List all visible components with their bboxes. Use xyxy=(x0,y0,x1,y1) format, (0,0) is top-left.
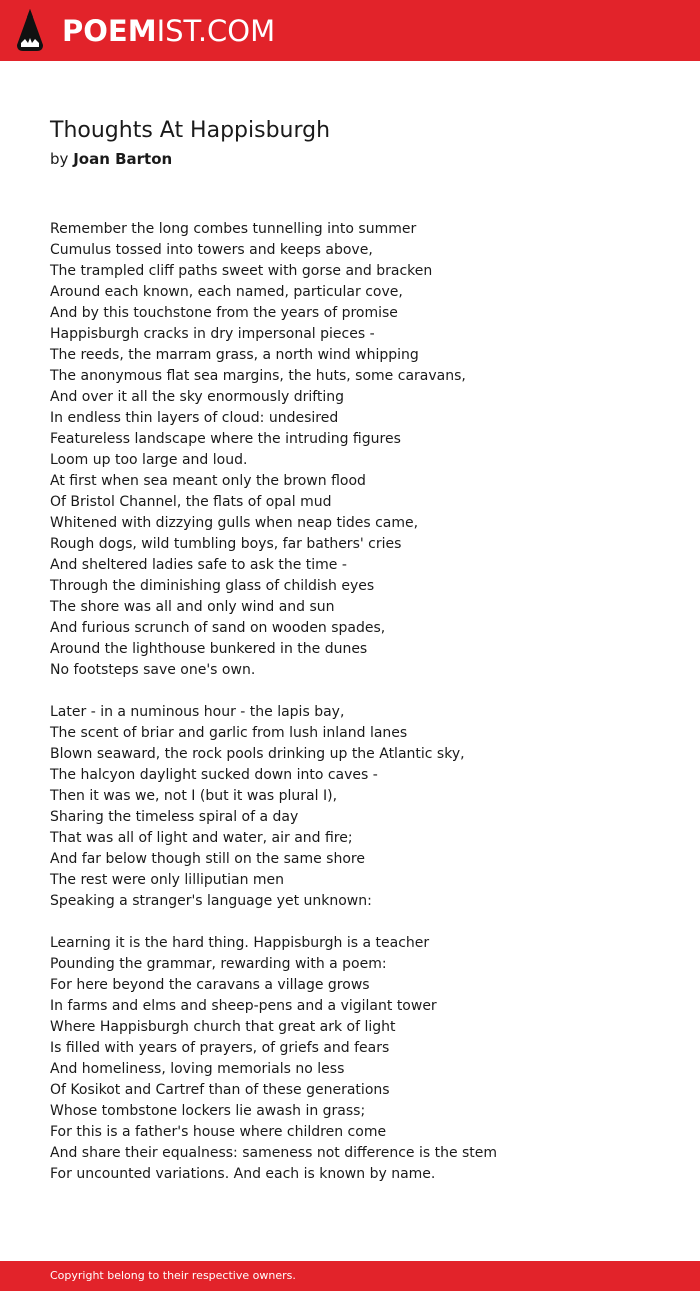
poem-line: And over it all the sky enormously drifting xyxy=(50,389,345,405)
poem-line: Blown seaward, the rock pools drinking up the Atlantic sky, xyxy=(50,746,465,762)
poem-line: For this is a father's house where children come xyxy=(50,1124,387,1140)
poem-line: For uncounted variations. And each is known by name. xyxy=(50,1166,436,1182)
poem-line: In endless thin layers of cloud: undesired xyxy=(50,410,339,426)
poem-line: And share their equalness: sameness not difference is the stem xyxy=(50,1145,498,1161)
poem-line: The reeds, the marram grass, a north wind whipping xyxy=(50,347,419,363)
poem-stanza xyxy=(50,702,670,912)
poem-line: The rest were only lilliputian men xyxy=(50,872,285,888)
poem-line: And sheltered ladies safe to ask the time - xyxy=(50,557,347,573)
poem-line: Sharing the timeless spiral of a day xyxy=(50,809,299,825)
poem-line: Rough dogs, wild tumbling boys, far bathers' cries xyxy=(50,536,402,552)
poem-line: That was all of light and water, air and fire; xyxy=(50,830,353,846)
poem-stanza xyxy=(50,219,670,681)
poem-byline xyxy=(50,148,172,170)
poem-line: Is filled with years of prayers, of griefs and fears xyxy=(50,1040,390,1056)
poem-line: Whose tombstone lockers lie awash in grass; xyxy=(50,1103,366,1119)
poem-line: No footsteps save one's own. xyxy=(50,662,256,678)
poem-stanza xyxy=(50,933,670,1185)
poem-line: Loom up too large and loud. xyxy=(50,452,248,468)
site-logo[interactable] xyxy=(62,11,275,51)
poem-line: At first when sea meant only the brown flood xyxy=(50,473,366,489)
poem-line: Learning it is the hard thing. Happisburgh is a teacher xyxy=(50,935,430,951)
poem-line: And homeliness, loving memorials no less xyxy=(50,1061,345,1077)
site-footer xyxy=(0,1261,700,1291)
poem-line: Around each known, each named, particular cove, xyxy=(50,284,403,300)
poem-author[interactable]: Joan Barton xyxy=(73,150,173,168)
poem-line: In farms and elms and sheep-pens and a vigilant tower xyxy=(50,998,437,1014)
poem-line: Speaking a stranger's language yet unknown: xyxy=(50,893,372,909)
poem-line: The scent of briar and garlic from lush inland lanes xyxy=(50,725,408,741)
poem-line: And furious scrunch of sand on wooden spades, xyxy=(50,620,386,636)
pencil-tip-icon[interactable] xyxy=(17,9,43,51)
logo-light-text: IST.COM xyxy=(156,14,276,48)
poem-line: Pounding the grammar, rewarding with a poem: xyxy=(50,956,387,972)
poem-line: Remember the long combes tunnelling into summer xyxy=(50,221,417,237)
poem-title: Thoughts At Happisburgh xyxy=(50,118,331,143)
poem-line: The anonymous flat sea margins, the huts, some caravans, xyxy=(50,368,466,384)
poem-line: The shore was all and only wind and sun xyxy=(50,599,335,615)
poem-line: Then it was we, not I (but it was plural I), xyxy=(50,788,338,804)
poem-line: The halcyon daylight sucked down into caves - xyxy=(50,767,378,783)
poem-line: Around the lighthouse bunkered in the dunes xyxy=(50,641,368,657)
logo-bold-text: POEM xyxy=(62,14,157,48)
poem-line: Of Kosikot and Cartref than of these generations xyxy=(50,1082,390,1098)
poem-line: Whitened with dizzying gulls when neap tides came, xyxy=(50,515,419,531)
poem-line: Later - in a numinous hour - the lapis bay, xyxy=(50,704,345,720)
poem-line: Of Bristol Channel, the flats of opal mud xyxy=(50,494,332,510)
poem-body xyxy=(50,219,670,1206)
poem-line: Where Happisburgh church that great ark of light xyxy=(50,1019,396,1035)
poem-line: Through the diminishing glass of childish eyes xyxy=(50,578,375,594)
poem-line: Featureless landscape where the intruding figures xyxy=(50,431,401,447)
poem-line: Cumulus tossed into towers and keeps above, xyxy=(50,242,373,258)
poem-line: For here beyond the caravans a village grows xyxy=(50,977,370,993)
byline-prefix: by xyxy=(50,150,69,168)
poem-line: And far below though still on the same shore xyxy=(50,851,365,867)
copyright-text: Copyright belong to their respective owners. xyxy=(50,1269,296,1282)
site-header xyxy=(0,0,700,61)
poem-line: Happisburgh cracks in dry impersonal pieces - xyxy=(50,326,375,342)
poem-line: And by this touchstone from the years of promise xyxy=(50,305,398,321)
poem-line: The trampled cliff paths sweet with gorse and bracken xyxy=(50,263,433,279)
